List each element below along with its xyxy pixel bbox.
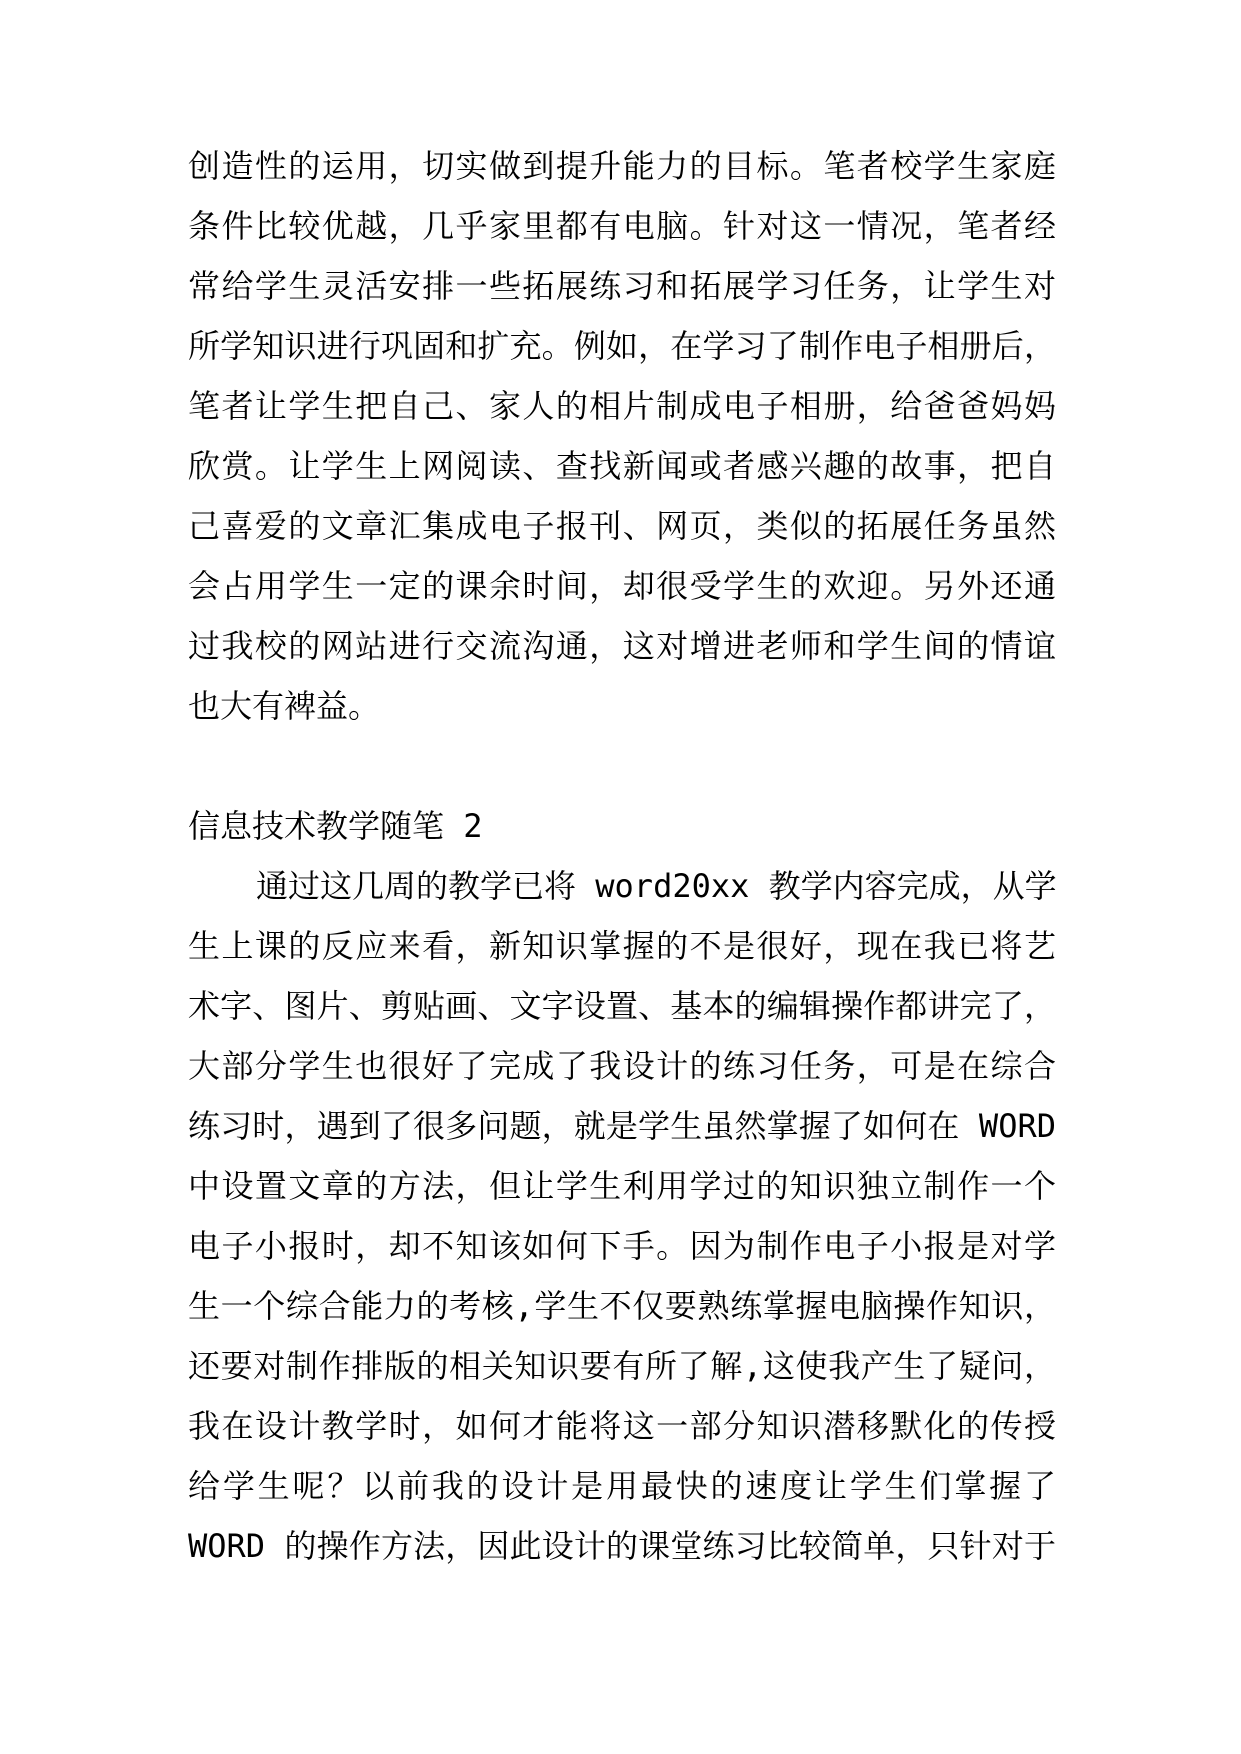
paragraph-2-line: 给学生呢？以前我的设计是用最快的速度让学生们掌握了 (188, 1467, 1056, 1505)
paragraph-1-line: 过我校的网站进行交流沟通，这对增进老师和学生间的情谊 (188, 627, 1056, 665)
paragraph-1-line: 笔者让学生把自己、家人的相片制成电子相册，给爸爸妈妈 (188, 387, 1056, 425)
paragraph-2-line: 大部分学生也很好了完成了我设计的练习任务，可是在综合 (188, 1047, 1056, 1085)
paragraph-2-line: 我在设计教学时，如何才能将这一部分知识潜移默化的传授 (188, 1407, 1056, 1445)
paragraph-1-line: 条件比较优越，几乎家里都有电脑。针对这一情况，笔者经 (188, 207, 1056, 245)
paragraph-1-line: 欣赏。让学生上网阅读、查找新闻或者感兴趣的故事，把自 (188, 447, 1056, 485)
paragraph-2-line: 术字、图片、剪贴画、文字设置、基本的编辑操作都讲完了， (188, 987, 1056, 1025)
paragraph-1-line: 创造性的运用，切实做到提升能力的目标。笔者校学生家庭 (188, 147, 1056, 185)
paragraph-2-line: 生一个综合能力的考核,学生不仅要熟练掌握电脑操作知识， (188, 1287, 1056, 1325)
paragraph-2-line: 中设置文章的方法，但让学生利用学过的知识独立制作一个 (188, 1167, 1056, 1205)
paragraph-2-line: 电子小报时，却不知该如何下手。因为制作电子小报是对学 (188, 1227, 1056, 1265)
paragraph-1-line: 己喜爱的文章汇集成电子报刊、网页，类似的拓展任务虽然 (188, 507, 1056, 545)
paragraph-2-line: WORD 的操作方法，因此设计的课堂练习比较简单，只针对于 (188, 1527, 1056, 1565)
paragraph-1-line: 会占用学生一定的课余时间，却很受学生的欢迎。另外还通 (188, 567, 1056, 605)
paragraph-2-line: 还要对制作排版的相关知识要有所了解,这使我产生了疑问， (188, 1347, 1056, 1385)
paragraph-1-line: 也大有裨益。 (188, 687, 381, 725)
paragraph-2-line: 通过这几周的教学已将 word20xx 教学内容完成，从学 (256, 867, 1057, 905)
paragraph-2-line: 练习时，遇到了很多问题，就是学生虽然掌握了如何在 WORD (188, 1107, 1056, 1145)
section-title: 信息技术教学随笔 2 (188, 807, 483, 845)
paragraph-2-line: 生上课的反应来看，新知识掌握的不是很好，现在我已将艺 (188, 927, 1056, 965)
paragraph-1-line: 所学知识进行巩固和扩充。例如，在学习了制作电子相册后， (188, 327, 1056, 365)
paragraph-1-line: 常给学生灵活安排一些拓展练习和拓展学习任务，让学生对 (188, 267, 1056, 305)
